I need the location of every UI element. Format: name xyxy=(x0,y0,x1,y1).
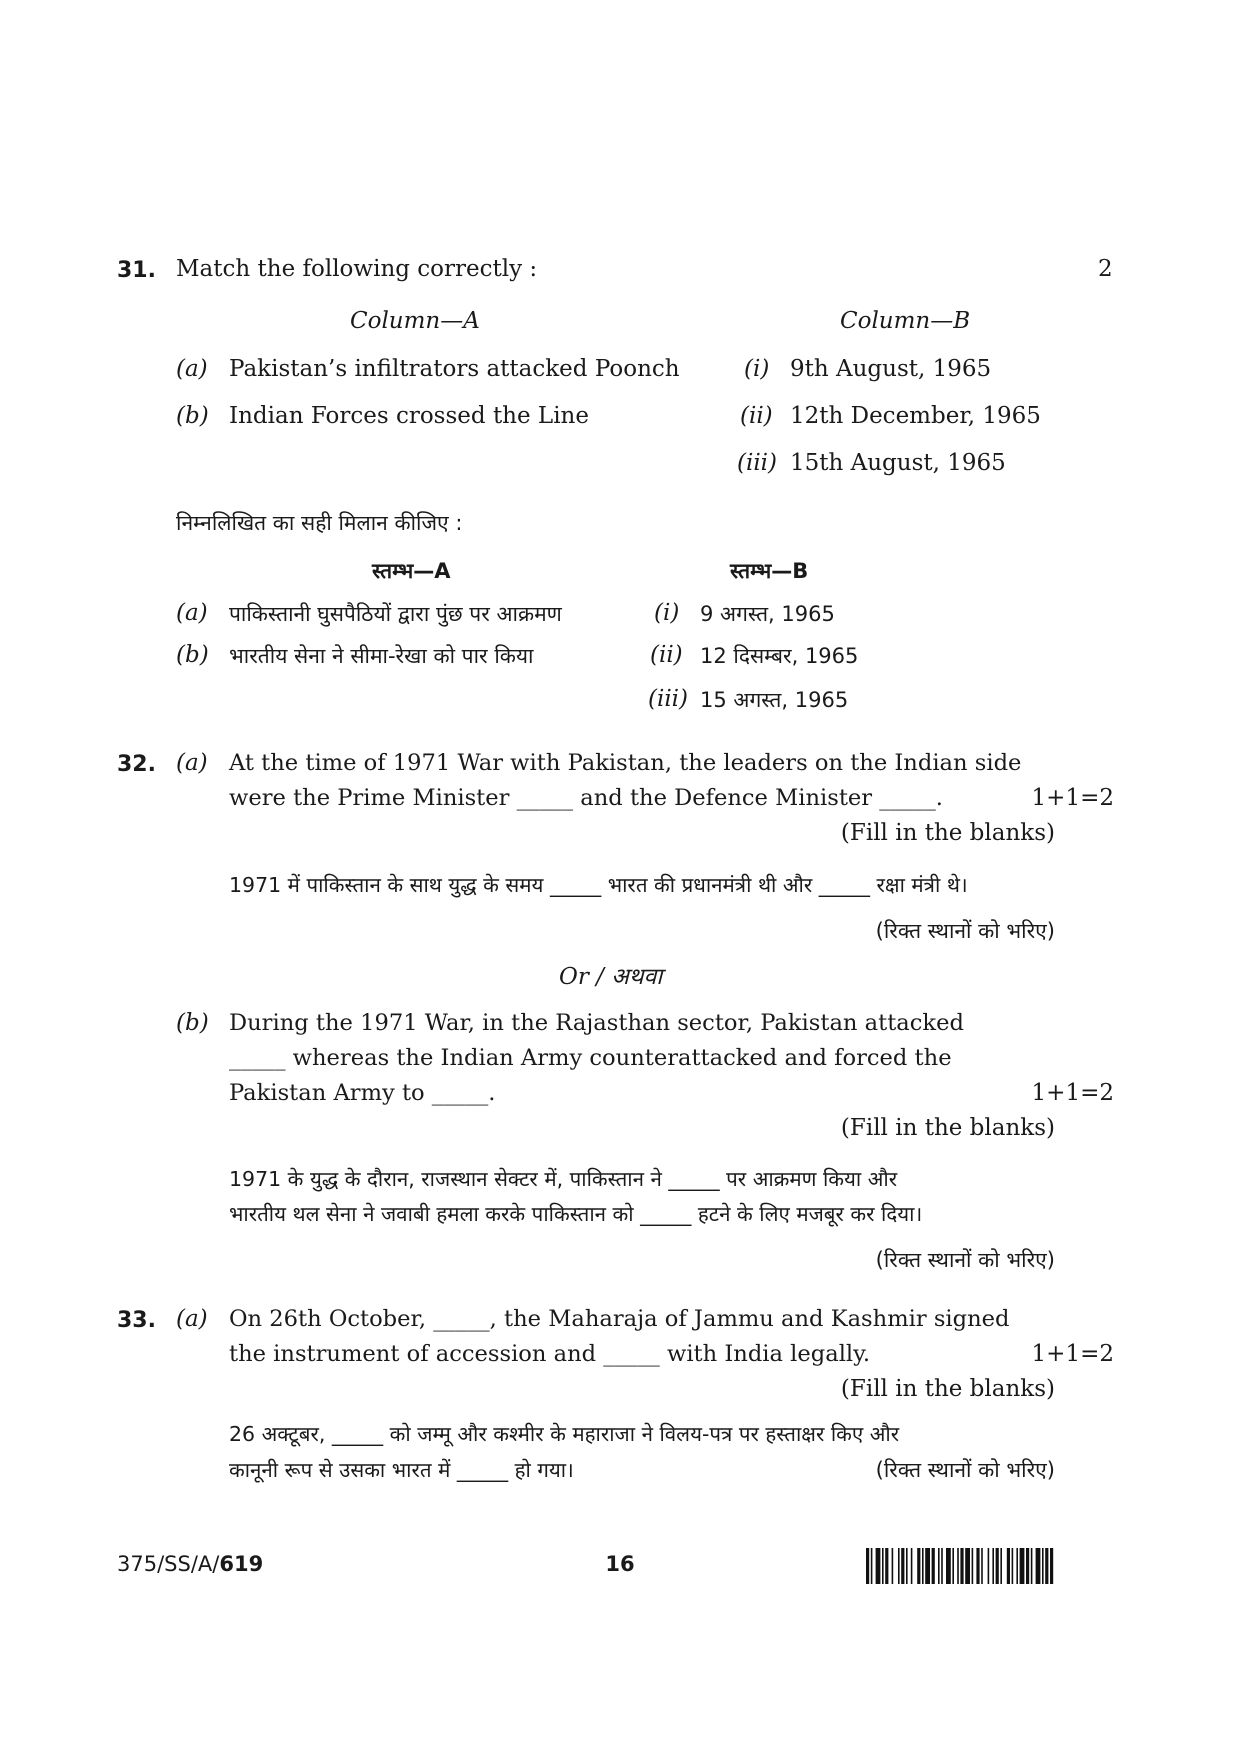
q32-b-line-2: _____ whereas the Indian Army counterattacked and forced the xyxy=(229,1045,952,1071)
q31-column-a-heading: Column—A xyxy=(350,308,480,334)
q33-a-label: (a) xyxy=(176,1306,208,1332)
barcode-bar xyxy=(882,1548,884,1584)
q31-en-b-item-i: 9th August, 1965 xyxy=(790,356,992,382)
q31-hi-a-label-a: (a) xyxy=(176,600,208,626)
barcode-bar xyxy=(946,1548,951,1584)
barcode-bar xyxy=(906,1548,908,1584)
barcode-bar xyxy=(1016,1548,1018,1584)
q31-en-b-label-ii: (ii) xyxy=(740,403,773,429)
barcode-bar xyxy=(1042,1548,1044,1584)
q32-b-hindi-fill-note: (रिक्त स्थानों को भरिए) xyxy=(875,1248,1055,1272)
barcode-bar xyxy=(976,1548,979,1584)
barcode-bar xyxy=(1000,1548,1002,1584)
barcode-bar xyxy=(1026,1548,1029,1584)
barcode-bar xyxy=(957,1548,959,1584)
barcode-bar xyxy=(925,1548,930,1584)
q32-a-line-2: were the Prime Minister _____ and the Defence Minister _____. xyxy=(229,785,943,811)
q31-en-a-label-b: (b) xyxy=(176,403,209,429)
q31-en-a-label-a: (a) xyxy=(176,356,208,382)
q31-hi-a-item-b: भारतीय सेना ने सीमा-रेखा को पार किया xyxy=(229,644,534,668)
q32-b-line-1: During the 1971 War, in the Rajasthan sector, Pakistan attacked xyxy=(229,1010,964,1036)
q31-marks: 2 xyxy=(1098,256,1113,282)
q32-number: 32. xyxy=(117,752,156,777)
q33-a-marks: 1+1=2 xyxy=(1031,1341,1114,1367)
barcode-bar xyxy=(922,1548,924,1584)
q31-en-b-label-iii: (iii) xyxy=(737,450,778,476)
barcode-bar xyxy=(988,1548,990,1584)
q31-hi-a-item-a: पाकिस्तानी घुसपैठियों द्वारा पुंछ पर आक्रमण xyxy=(229,602,562,626)
q31-prompt: Match the following correctly : xyxy=(176,256,538,282)
q33-a-hindi-fill-note: (रिक्त स्थानों को भरिए) xyxy=(875,1458,1055,1482)
q31-column-b-heading: Column—B xyxy=(840,308,971,334)
barcode-bar xyxy=(898,1548,900,1584)
q31-hi-b-label-ii: (ii) xyxy=(650,642,683,668)
q31-number: 31. xyxy=(117,258,156,283)
barcode-graphic xyxy=(866,1548,1116,1584)
q31-en-b-item-iii: 15th August, 1965 xyxy=(790,450,1006,476)
q31-hi-b-item-ii: 12 दिसम्बर, 1965 xyxy=(700,644,859,668)
barcode-bar xyxy=(1020,1548,1025,1584)
page-number: 16 xyxy=(605,1552,635,1576)
barcode-bar xyxy=(952,1548,954,1584)
barcode-bar xyxy=(871,1548,873,1584)
q32-a-hindi-text: 1971 में पाकिस्तान के साथ युद्ध के समय _____ भारत की प्रधानमंत्री थी और _____ रक्षा मंत्री थे। xyxy=(229,873,968,897)
barcode-bar xyxy=(876,1548,881,1584)
barcode-bar xyxy=(911,1548,913,1584)
q32-b-hindi-line-1: 1971 के युद्ध के दौरान, राजस्थान सेक्टर में, पाकिस्तान ने _____ पर आक्रमण किया और xyxy=(229,1167,898,1191)
barcode-bar xyxy=(938,1548,940,1584)
barcode-bar xyxy=(917,1548,920,1584)
q31-hi-b-item-iii: 15 अगस्त, 1965 xyxy=(700,688,849,712)
q31-en-a-item-b: Indian Forces crossed the Line xyxy=(229,403,589,429)
barcode-bar xyxy=(866,1548,869,1584)
barcode-bar xyxy=(972,1548,974,1584)
q31-en-b-label-i: (i) xyxy=(744,356,770,382)
q32-a-fill-note: (Fill in the blanks) xyxy=(840,820,1055,846)
q31-hi-b-label-i: (i) xyxy=(654,600,680,626)
q32-b-fill-note: (Fill in the blanks) xyxy=(840,1115,1055,1141)
barcode-bar xyxy=(1031,1548,1033,1584)
barcode-bar xyxy=(1050,1548,1053,1584)
q31-hi-b-label-iii: (iii) xyxy=(648,686,689,712)
q33-a-fill-note: (Fill in the blanks) xyxy=(840,1376,1055,1402)
barcode-bar xyxy=(1012,1548,1014,1584)
q31-en-a-item-a: Pakistan’s infiltrators attacked Poonch xyxy=(229,356,680,382)
q32-b-label: (b) xyxy=(176,1010,209,1036)
q32-b-hindi-line-2: भारतीय थल सेना ने जवाबी हमला करके पाकिस्तान को _____ हटने के लिए मजबूर कर दिया। xyxy=(229,1202,923,1226)
q31-hindi-column-a-heading: स्तम्भ—A xyxy=(372,559,451,583)
barcode-bar xyxy=(992,1548,994,1584)
q31-hindi-column-b-heading: स्तम्भ—B xyxy=(730,559,809,583)
barcode-bar xyxy=(996,1548,999,1584)
q31-hi-a-label-b: (b) xyxy=(176,642,209,668)
q32-b-marks: 1+1=2 xyxy=(1031,1080,1114,1106)
barcode-bar xyxy=(892,1548,894,1584)
q32-a-label: (a) xyxy=(176,750,208,776)
q31-en-b-item-ii: 12th December, 1965 xyxy=(790,403,1041,429)
barcode-bar xyxy=(1007,1548,1010,1584)
paper-code xyxy=(117,1552,263,1576)
barcode-bar xyxy=(1036,1548,1041,1584)
q31-hi-b-item-i: 9 अगस्त, 1965 xyxy=(700,602,835,626)
q31-hindi-prompt: निम्नलिखित का सही मिलान कीजिए : xyxy=(176,511,463,535)
barcode-bar xyxy=(981,1548,983,1584)
q33-a-line-2: the instrument of accession and _____ with India legally. xyxy=(229,1341,871,1367)
q32-a-hindi-fill-note: (रिक्त स्थानों को भरिए) xyxy=(875,919,1055,943)
q33-number: 33. xyxy=(117,1308,156,1333)
q33-a-hindi-line-1: 26 अक्टूबर, _____ को जम्मू और कश्मीर के महाराजा ने विलय-पत्र पर हस्ताक्षर किए और xyxy=(229,1422,900,1446)
barcode-bar xyxy=(941,1548,943,1584)
paper-code-number: 619 xyxy=(219,1552,264,1576)
q33-a-hindi-line-2: कानूनी रूप से उसका भारत में _____ हो गया। xyxy=(229,1458,574,1482)
barcode-bar xyxy=(960,1548,963,1584)
barcode-bar xyxy=(965,1548,970,1584)
paper-code-prefix: 375/SS/A/ xyxy=(117,1552,220,1576)
barcode-bar xyxy=(901,1548,904,1584)
barcode-bar xyxy=(932,1548,935,1584)
q32-b-line-3: Pakistan Army to _____. xyxy=(229,1080,496,1106)
q32-or-separator: Or / अथवा xyxy=(559,964,663,990)
q33-a-line-1: On 26th October, _____, the Maharaja of Jammu and Kashmir signed xyxy=(229,1306,1010,1332)
q32-a-marks: 1+1=2 xyxy=(1031,785,1114,811)
barcode-bar xyxy=(885,1548,888,1584)
q32-a-line-1: At the time of 1971 War with Pakistan, the leaders on the Indian side xyxy=(229,750,1022,776)
barcode-bar xyxy=(1045,1548,1048,1584)
